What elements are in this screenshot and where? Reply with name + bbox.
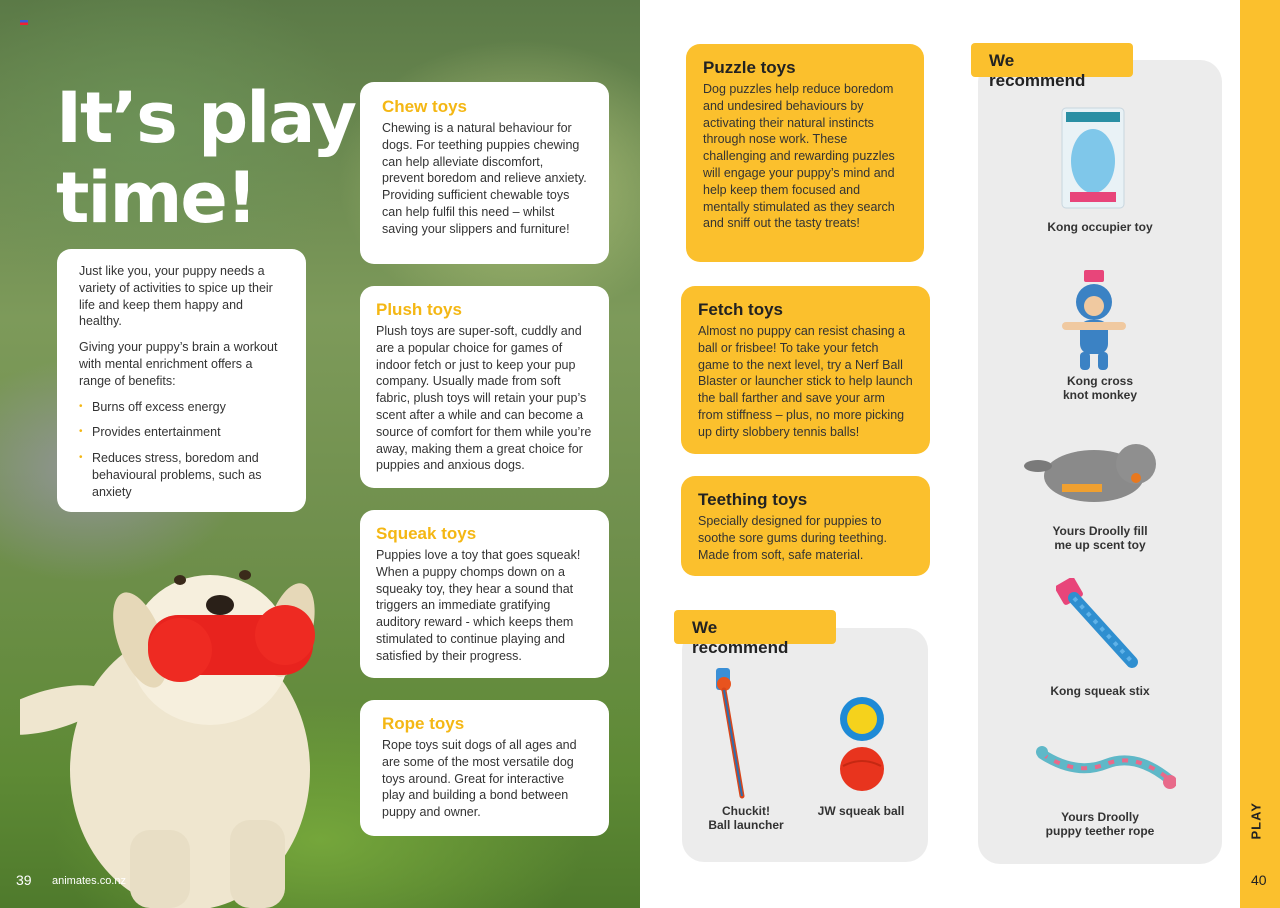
chew-toys-body: Chewing is a natural behaviour for dogs. For teething puppies chewing can help alleviate discomfort, prevent boredom and relieve anxiety. Providing sufficient chewable toys can help fulfil this need – whilst saving your slippers and furniture! <box>382 121 587 236</box>
teething-toys-card <box>681 476 930 576</box>
section-label <box>1248 802 1268 848</box>
chew-toys-card <box>360 82 609 264</box>
kong-squeak-stix-image <box>1056 578 1146 672</box>
puzzle-toys-body: Dog puzzles help reduce boredom and undesired behaviours by activating their natural instincts through nose work. These challenging and rewarding puzzles will engage your puppy’s mind and help keep them focused and mentally stimulated as they search and sniff out the tasty treats! <box>703 82 895 231</box>
squeak-toys-body: Puppies love a toy that goes squeak! When a puppy chomps down on a squeaky toy, they hear a sound that triggers an immediate gratifying auditory reward - which keeps them stimulated to continue playing and satisfied by their progress. <box>376 548 581 663</box>
squeak-toys-card <box>360 510 609 678</box>
kong-monkey-image <box>1058 268 1130 372</box>
squeak-toys-title: Squeak toys <box>376 524 477 543</box>
chuckit-launcher-image <box>712 666 752 801</box>
rope-toys-body: Rope toys suit dogs of all ages and are some of the most versatile dog toys around. Great for interactive play and building a bond between puppy and owner. <box>382 738 577 820</box>
product-kong-stix[interactable] <box>1018 684 1182 698</box>
flag-icon <box>20 20 28 25</box>
section-label-text: PLAY <box>1248 802 1264 840</box>
puzzle-toys-title: Puzzle toys <box>703 58 796 77</box>
product-name: JW squeak ball <box>817 804 905 818</box>
product-kong-monkey[interactable] <box>1018 374 1182 402</box>
jw-squeak-ball-image <box>837 694 887 794</box>
page-number: 39 <box>16 872 32 888</box>
site-url: animates.co.nz <box>52 875 126 887</box>
kong-occupier-image <box>1060 106 1126 210</box>
droolly-scent-toy-image <box>1024 436 1160 516</box>
product-name: Kong squeak stix <box>1050 684 1150 698</box>
right-page <box>640 0 1280 908</box>
product-chuckit[interactable] <box>696 804 796 832</box>
page-number: 40 <box>1251 872 1267 888</box>
plush-toys-body: Plush toys are super-soft, cuddly and are a popular choice for games of indoor fetch or just to keep your pup company. Usually made from soft fabric, plush toys will retain your pup’s scent after a while and can become a source of comfort for them while you’re away, making them a great choice for puppies and anxious dogs. <box>376 324 592 473</box>
puppy-photo <box>20 530 360 908</box>
benefit-item: • Burns off excess energy <box>79 399 284 416</box>
droolly-teether-rope-image <box>1036 740 1176 800</box>
product-droolly-rope[interactable] <box>1018 810 1182 838</box>
benefit-item: • Provides entertainment <box>79 424 284 441</box>
benefits-list <box>79 399 284 501</box>
teething-toys-body: Specially designed for puppies to soothe sore gums during teething. Made from soft, safe material. <box>698 514 888 562</box>
product-droolly-scent[interactable] <box>1018 524 1182 552</box>
product-name: Chuckit! Ball launcher <box>708 804 784 832</box>
plush-toys-card <box>360 286 609 488</box>
page-title: It’s play time! <box>56 77 355 239</box>
recommend-label: We recommend <box>971 43 1133 77</box>
recommend-label: We recommend <box>674 610 836 644</box>
intro-paragraph-1: Just like you, your puppy needs a variety of activities to spice up their life and keep them happy and healthy. <box>79 264 273 329</box>
intro-paragraph-2: Giving your puppy’s brain a workout with mental enrichment offers a range of benefits: <box>79 340 278 388</box>
product-jw-ball[interactable] <box>806 804 916 818</box>
product-kong-occupier[interactable] <box>1018 220 1182 234</box>
product-name: Yours Droolly fill me up scent toy <box>1052 524 1148 552</box>
puzzle-toys-card <box>686 44 924 262</box>
recommend-panel-main <box>978 60 1222 864</box>
intro-card <box>57 249 306 512</box>
benefit-item: • Reduces stress, boredom and behavioural problems, such as anxiety <box>79 450 284 500</box>
fetch-toys-body: Almost no puppy can resist chasing a ball or frisbee! To take your fetch game to the next level, try a Nerf Ball Blaster or launcher stick to help launch the ball farther and save your arm from stiffness – plus, no more picking up dirty slobbery tennis balls! <box>698 324 913 439</box>
product-name: Kong occupier toy <box>1047 220 1153 234</box>
teething-toys-title: Teething toys <box>698 490 808 509</box>
plush-toys-title: Plush toys <box>376 300 462 319</box>
rope-toys-title: Rope toys <box>382 714 465 733</box>
section-strip <box>1240 0 1280 908</box>
chew-toys-title: Chew toys <box>382 97 468 116</box>
rope-toys-card <box>360 700 609 836</box>
fetch-toys-title: Fetch toys <box>698 300 784 319</box>
product-name: Kong cross knot monkey <box>1062 374 1137 402</box>
product-name: Yours Droolly puppy teether rope <box>1045 810 1155 838</box>
recommend-panel-fetch <box>682 628 928 862</box>
fetch-toys-card <box>681 286 930 454</box>
